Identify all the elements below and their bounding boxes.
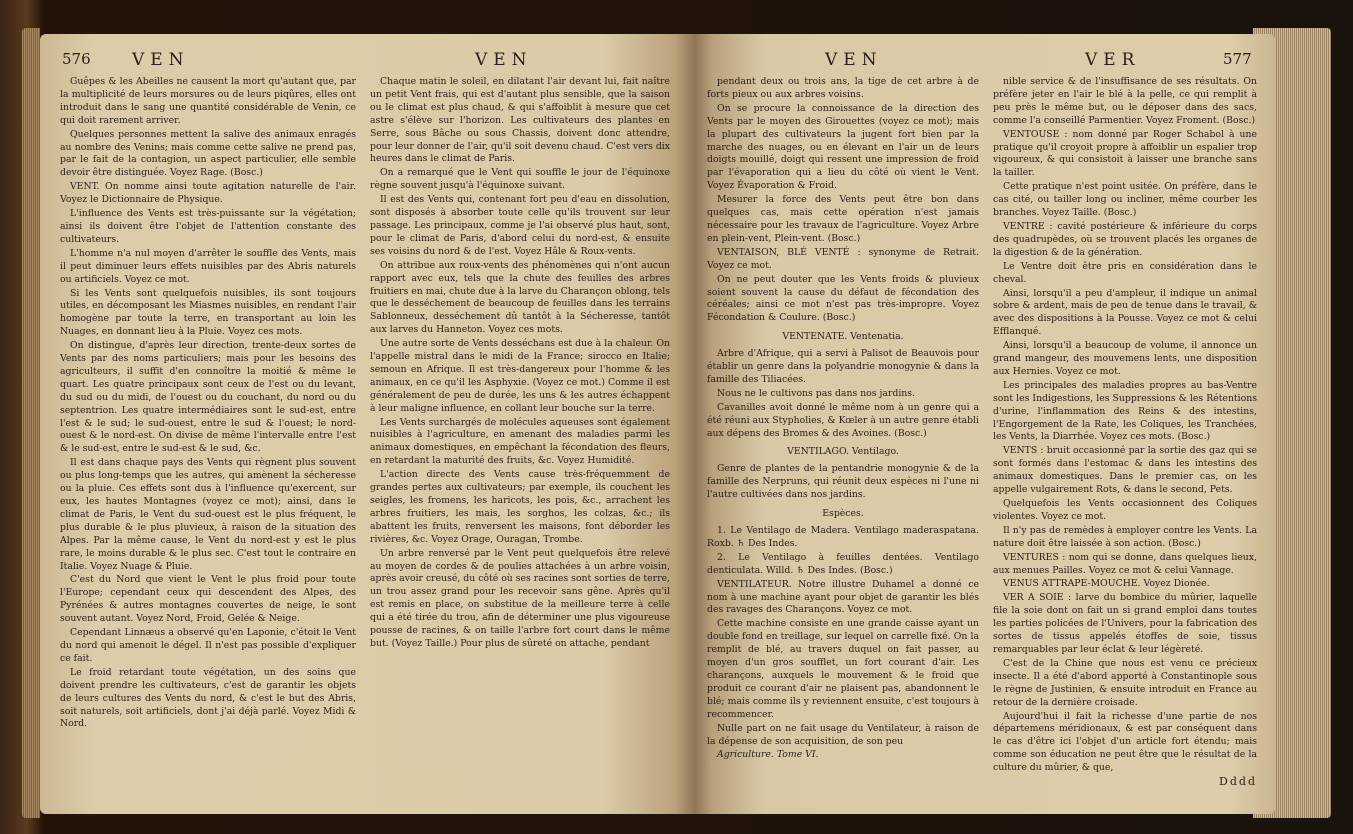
paragraph: Une autre sorte de Vents desséchans est due à la chaleur. On l'appelle mistral dans le midi de la France; sirocco en Italie; semoun en Afrique. Il est très-dangereux pour l'homme & les animaux, en ce qu'il les Asphyxie. (Voyez ce mot.) Comme il est généralement de peu de durée, les uns & les autres échappent à leur maligne influence, en collant leur bouche sur la terre. (370, 338, 670, 414)
paragraph: 2. Le Ventilago à feuilles dentées. Ventilago denticulata. Willd. ♄ Des Indes. (Bosc.) (707, 551, 979, 576)
left-column-2 (370, 76, 670, 808)
paragraph: Nulle part on ne fait usage du Ventilateur, à raison de la dépense de son acquisition, de son peu (707, 722, 979, 747)
running-head: VEN (475, 50, 533, 70)
paragraph: Chaque matin le soleil, en dilatant l'air devant lui, fait naître un petit Vent frais, qui est d'autant plus sensible, que la saison ou le climat est plus chaud, & qui s'affoiblit à mesure que cet astre s'élève sur l'horizon. Les cultivateurs des plantes en Serre, sous Bâche ou sous Chassis, doivent donc attendre, pour leur donner de l'air, qu'il soit devenu chaud. C'est vers dix heures dans le climat de Paris. (370, 76, 670, 165)
paragraph: Aujourd'hui il fait la richesse d'une partie de nos départemens méridionaux, & est par conséquent dans le cas d'être ici l'objet d'un article fort étendu; mais comme son éducation ne peut être que le résultat de la culture du mûrier, & que, (993, 710, 1257, 774)
left-column-1 (60, 76, 356, 808)
paragraph: Cavanilles avoit donné le même nom à un genre qui a été réuni aux Stypholies, & Kœler à un autre genre établi aux dépens des Bromes & des Avoines. (Bosc.) (707, 401, 979, 439)
paragraph: C'est du Nord que vient le Vent le plus froid pour toute l'Europe; cependant ceux qui descendent des Alpes, des Pyrénées & autres montagnes couvertes de neige, le sont souvent autant. Voyez Nord, Froid, Gelée & Neige. (60, 574, 356, 625)
signature-mark: Dddd (1219, 775, 1257, 789)
paragraph: Il est dans chaque pays des Vents qui règnent plus souvent ou plus long-temps que les autres, qui amènent la sécheresse ou la pluie. Ces effets sont dus à l'influence qu'exercent, sur eux, les hautes Montagnes (voyez ce mot); ainsi, dans le climat de Paris, le Vent du sud-ouest est le plus fréquent, le plus durable & le plus pluvieux, à raison de la situation des Alpes. Par la même cause, le Vent du nord-est y est le plus rare, le moins durable & le plus sec. C'est tout le contraire en Italie. Voyez Nuage & Pluie. (60, 457, 356, 572)
paragraph: Quelquefois les Vents occasionnent des Coliques violentes. Voyez ce mot. (993, 498, 1257, 522)
paragraph: nible service & de l'insuffisance de ses résultats. On préfère jeter en l'air le blé à la pelle, ce qui remplit à peu près le même but, ou le déposer dans des sacs, comme l'a conseillé Parmentier. Voyez Froment. (Bosc.) (993, 76, 1257, 126)
paragraph: Il n'y pas de remèdes à employer contre les Vents. La nature doit être laissée à son action. (Bosc.) (993, 524, 1257, 549)
running-head: VEN (825, 50, 883, 70)
paragraph: On ne peut douter que les Vents froids & pluvieux soient souvent la cause du défaut de fécondation des céréales; ainsi ce mot n'est pas très-impropre. Voyez Fécondation & Coulure. (Bosc.) (707, 273, 979, 324)
paragraph: Les principales des maladies propres au bas-Ventre sont les Indigestions, les Suppressions & les Rétentions d'urine, l'inflammation des Reins & des intestins, l'Engorgement de la Rate, les Coliques, les Tranchées, les Vents, la Diarrhée. Voyez ces mots. (Bosc.) (993, 379, 1257, 443)
paragraph: VENTAISON, BLÉ VENTÉ : synonyme de Retrait. Voyez ce mot. (707, 246, 979, 271)
paragraph: On distingue, d'après leur direction, trente-deux sortes de Vents par des noms particuliers; mais pour les besoins des agriculteurs, il suffit d'en connoître la moitié & même le quart. Les quatre principaux sont ceux de l'est ou du levant, du sud ou du midi, de l'ouest ou du couchant, du nord ou du septentrion. Les quatre intermédiaires sont le sud-est, entre l'est & le sud; le sud-ouest, entre le sud & l'ouest; le nord-ouest & le nord-est. On divise de même l'intervalle entre l'est & le sud-est, entre le sud-est & le sud, &c. (60, 340, 356, 455)
paragraph: L'influence des Vents est très-puissante sur la végétation; ainsi ils doivent être l'objet de l'attention constante des cultivateurs. (60, 208, 356, 245)
paragraph: Ainsi, lorsqu'il a peu d'ampleur, il indique un animal sobre & ardent, mais de peu de tenue dans le travail, & avec des dispositions à la Pousse. Voyez ce mot & celui Efflanqué. (993, 287, 1257, 338)
running-head: VEN (132, 50, 190, 70)
paragraph: On a remarqué que le Vent qui souffle le jour de l'équinoxe règne souvent jusqu'à l'équinoxe suivant. (370, 167, 670, 192)
paragraph: L'action directe des Vents cause très-fréquemment de grandes pertes aux cultivateurs; par exemple, ils couchent les seigles, les fromens, les haricots, les pois, &c., arrachent les arbres fruitiers, les mais, les sorghos, les colzas, &c.; ils abattent les fruits, renversent les maisons, font déborder les rivières, &c. Voyez Orage, Ouragan, Trombe. (370, 469, 670, 545)
page-number: 576 (62, 50, 91, 68)
right-page-header (695, 48, 1275, 74)
paragraph: VENT. On nomme ainsi toute agitation naturelle de l'air. Voyez le Dictionnaire de Physique. (60, 181, 356, 206)
paragraph: Genre de plantes de la pentandrie monogynie & de la famille des Nerpruns, qui réunit deux espèces ni l'une ni l'autre cultivées dans nos jardins. (707, 463, 979, 501)
paragraph: VENTURES : nom qui se donne, dans quelques lieux, aux menues Pailles. Voyez ce mot & celui Vannage. (993, 551, 1257, 576)
right-column-2 (993, 76, 1257, 808)
right-page (695, 34, 1275, 814)
paragraph: VENTOUSE : nom donné par Roger Schabol à une pratique qu'il croyoit propre à affoiblir un espalier trop vigoureux, & qui consistoit à laisser une branche sans la tailler. (993, 128, 1257, 179)
paragraph: Mesurer la force des Vents peut être bon dans quelques cas, mais cette opération n'est jamais nécessaire pour les travaux de l'agriculture. Voyez Arbre en plein-vent, Plein-vent. (Bosc.) (707, 194, 979, 244)
paragraph: Arbre d'Afrique, qui a servi à Palisot de Beauvois pour établir un genre dans la polyandrie monogynie & dans la famille des Tiliacées. (707, 348, 979, 385)
paragraph: Les Vents surchargés de molécules aqueuses sont également nuisibles à l'agriculture, en amenant des maladies parmi les animaux domestiques, en empêchant la fécondation des fleurs, en retardant la maturité des fruits, &c. Voyez Humidité. (370, 416, 670, 467)
paragraph: VENTRE : cavité postérieure & inférieure du corps des quadrupèdes, où se trouvent placés les organes de la digestion & de la génération. (993, 220, 1257, 258)
paragraph: VENUS ATTRAPE-MOUCHE. Voyez Dionée. (1003, 578, 1210, 590)
section-heading: VENTENATE. Ventenatia. (782, 331, 904, 343)
running-head: VER (1085, 50, 1141, 70)
section-heading: VENTILAGO. Ventilago. (787, 446, 899, 458)
paragraph: 1. Le Ventilago de Madera. Ventilago maderaspatana. Roxb. ♄ Des Indes. (707, 525, 979, 549)
paragraph: VER A SOIE : larve du bombice du mûrier, laquelle file la soie dont on fait un si grand emploi dans toutes les parties policées de l'Univers, pour la fabrication des sortes de tissus appelés étoffes de soie, tissus remarquables par leur éclat & leur légèreté. (993, 592, 1257, 655)
footer-note: Agriculture. Tome VI. (717, 749, 819, 761)
paragraph: L'homme n'a nul moyen d'arrêter le souffle des Vents, mais il peut diminuer leurs effets nuisibles par des Abris naturels ou artificiels. Voyez ce mot. (60, 247, 356, 285)
paragraph: Le froid retardant toute végétation, un des soins que doivent prendre les cultivateurs, c'est de garantir les objets de leurs cultures des Vents du nord, & c'est le but des Abris, soit naturels, soit artificiels, dont j'ai déjà parlé. Voyez Midi & Nord. (60, 666, 356, 730)
paragraph: Le Ventre doit être pris en considération dans le cheval. (993, 260, 1257, 285)
page-number: 577 (1223, 50, 1252, 68)
paragraph: On attribue aux roux-vents des phénomènes qui n'ont aucun rapport avec eux, tels que la chute des feuilles des arbres fruitiers en mai, chute due à la larve du Charançon oblong, tels que le desséchement de beaucoup de feuilles dans les terrains Sablonneux, desséchement dû tantôt à la Sécheresse, tantôt aux larves du Hanneton. Voyez ces mots. (370, 259, 670, 336)
paragraph: Un arbre renversé par le Vent peut quelquefois être relevé au moyen de cordes & de poulies attachées à un arbre voisin, après avoir creusé, du côté où ses racines sont sorties de terre, un trou assez grand pour les recevoir sans gêne. Après qu'il est remis en place, on substitue de la meilleure terre à celle qui a été tirée du trou, afin de déterminer une plus vigoureuse pousse de racines, & on taille l'arbre fort court dans le même but. (Voyez Taille.) Pour plus de sûreté on attache, pendant (370, 547, 670, 649)
paragraph: C'est de la Chine que nous est venu ce précieux insecte. Il a été d'abord apporté à Constantinople sous le règne de Justinien, & ensuite introduit en France au retour de la dernière croisade. (993, 657, 1257, 708)
paragraph: pendant deux ou trois ans, la tige de cet arbre à de forts pieux ou aux arbres voisins. (707, 76, 979, 100)
left-page-header (40, 48, 695, 74)
paragraph: Si les Vents sont quelquefois nuisibles, ils sont toujours utiles, en décomposant les Miasmes nuisibles, en rendant l'air homogène par toute la terre, en transportant au loin les Nuages, en donnant lieu à la Pluie. Voyez ces mots. (60, 287, 356, 338)
left-page-edges (22, 28, 40, 818)
section-heading: Espèces. (822, 508, 864, 520)
left-page (40, 34, 695, 814)
paragraph: VENTILATEUR. Notre illustre Duhamel a donné ce nom à une machine ayant pour objet de garantir les blés des ravages des Charançons. Voyez ce mot. (707, 578, 979, 616)
paragraph: Nous ne le cultivons pas dans nos jardins. (717, 387, 916, 399)
paragraph: Ainsi, lorsqu'il a beaucoup de volume, il annonce un grand mangeur, des mouvemens lents, une disposition aux Hernies. Voyez ce mot. (993, 340, 1257, 377)
paragraph: Cette machine consiste en une grande caisse ayant un double fond en treillage, sur lequel on carrelle fixé. On la remplit de blé, au travers duquel on fait passer, au moyen d'un gros soufflet, un fort courant d'air. Les charançons, auxquels le mouvement & le froid que produit ce courant d'air ne plaisent pas, abandonnent le blé; mais comme ils y reviennent ensuite, c'est toujours à recommencer. (707, 618, 979, 720)
paragraph: Guêpes & les Abeilles ne causent la mort qu'autant que, par la multiplicité de leurs morsures ou de leurs piqûres, elles ont introduit dans le sang une quantité considérable de Venin, ce qui doit rarement arriver. (60, 76, 356, 126)
paragraph: VENTS : bruit occasionné par la sortie des gaz qui se sont formés dans l'estomac & dans les intestins des animaux domestiques. Dans le premier cas, on les appelle vulgairement Rots, & dans le second, Pets. (993, 445, 1257, 496)
right-column-1 (707, 76, 979, 808)
paragraph: Quelques personnes mettent la salive des animaux enragés au nombre des Venins; mais comme cette salive ne prend pas, par le fait de la contagion, un aspect particulier, elle semble devoir être distinguée. Voyez Rage. (Bosc.) (60, 128, 356, 179)
paragraph: Cette pratique n'est point usitée. On préfère, dans le cas cité, ou tailler long ou incliner, même courber les branches. Voyez Taille. (Bosc.) (993, 181, 1257, 219)
paragraph: Cependant Linnæus a observé qu'en Laponie, c'étoit le Vent du nord qui amenoit le dégel. Il n'est pas possible d'expliquer ce fait. (60, 627, 356, 664)
paragraph: On se procure la connoissance de la direction des Vents par le moyen des Girouettes (voyez ce mot); mais la plupart des cultivateurs la jugent fort bien par la marche des nuages, ou en élevant en l'air un de leurs doigts mouillé, doigt qui ressent une impression de froid par l'évaporation qui a lieu du côté où vient le Vent. Voyez Évaporation & Froid. (707, 102, 979, 192)
paragraph: Il est des Vents qui, contenant fort peu d'eau en dissolution, sont disposés à absorber toute celle qu'ils trouvent sur leur passage. Les principaux, comme je l'ai observé plus haut, sont, pour le climat de Paris, d'abord celui du nord-est, & ensuite ses voisins du nord & de l'est. Voyez Hâle & Roux-vents. (370, 194, 670, 257)
